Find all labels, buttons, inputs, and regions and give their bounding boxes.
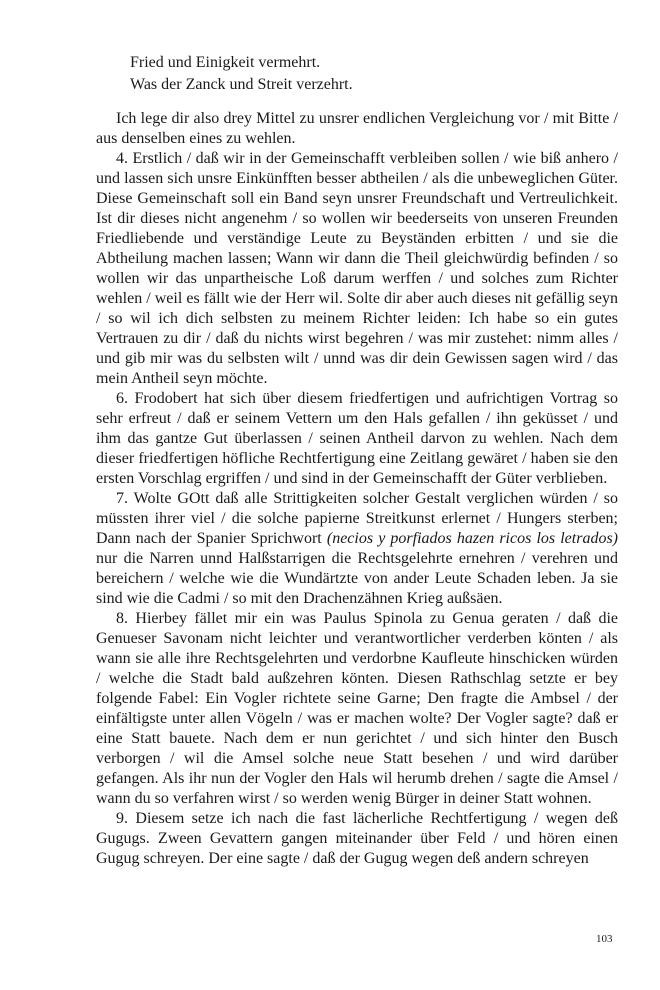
page-number: 103: [596, 933, 613, 945]
verse-line-2: Was der Zanck und Streit verzehrt.: [130, 76, 353, 93]
body-text: [96, 109, 618, 869]
paragraph-intro: Ich lege dir also drey Mittel zu unsrer endlichen Vergleichung vor / mit Bitte / aus denselben eines zu wehlen.: [96, 110, 618, 147]
verse-line-1: Fried und Einigkeit vermehrt.: [130, 54, 321, 71]
verse-block: [130, 52, 353, 96]
paragraph-7-before: 7. Wolte GOtt daß alle Strittigkeiten solcher Gestalt verglichen würden / so müssten ihrer viel / die solche papierne Streitkunst erlernet / Hungers sterben; Dann nach der Spanier Sprichwort: [96, 490, 618, 547]
paragraph-6: 6. Frodobert hat sich über diesem friedfertigen und aufrichtigen Vortrag so sehr erfreut / daß er seinem Vettern um den Hals gefallen / ihn geküsset / und ihm das gantze Gut überlassen / seinen Antheil darvon zu wehlen. Nach dem dieser friedfertigen höfliche Rechtfertigung eine Zeitlang gewäret / haben sie den ersten Vorschlag ergriffen / und sind in der Gemeinschafft der Güter verblieben.: [96, 390, 618, 487]
paragraph-4: 4. Erstlich / daß wir in der Gemeinschafft verbleiben sollen / wie biß anhero / und lassen sich unsre Einkünfften besser abtheilen / als die unbeweglichen Güter. Diese Gemeinschaft soll ein Band seyn unsrer Freundschaft und Vertreulichkeit. Ist dir dieses nicht angenehm / so wollen wir beederseits von unseren Freunden Friedliebende und verständige Leute zu Beyständen erbitten / und sie die Abtheilung machen lassen; Wann wir dann die Theil gleichwürdig befinden / so wollen wir das unpartheische Loß darum werffen / und solches zum Richter wehlen / weil es fällt wie der Herr wil. Solte dir aber auch dieses nit gefällig seyn / so wil ich dich selbsten zu meinem Richter leiden: Ich habe so ein gutes Vertrauen zu dir / daß du nichts wirst begehren / was mir zustehet: nimm alles / und gib mir was du selbsten wilt / unnd was dir dein Gewissen sagen wird / das mein Antheil seyn möchte.: [96, 150, 618, 387]
paragraph-8: 8. Hierbey fället mir ein was Paulus Spinola zu Genua geraten / daß die Genueser Savonam nicht leichter und verantwortlicher verderben könten / als wann sie alle ihre Rechtsgelehrten und verdorbne Kaufleute hinschicken würden / welche die Stadt bald außzehren könten. Diesen Rathschlag setzte er bey folgende Fabel: Ein Vogler richtete seine Garne; Den fragte die Ambsel / der einfältigste unter allen Vögeln / was er machen wolte? Der Vogler sagte? daß er eine Statt bauete. Nach dem er nun gerichtet / und sich hinter den Busch verborgen / wil die Amsel solche neue Statt besehen / und wird darüber gefangen. Als ihr nun der Vogler den Hals wil herumb drehen / sagte die Amsel / wann du so verfahren wirst / so werden wenig Bürger in deiner Statt wohnen.: [96, 610, 618, 807]
paragraph-7: [96, 489, 618, 609]
paragraph-9: 9. Diesem setze ich nach die fast lächerliche Rechtfertigung / wegen deß Gugugs. Zween Gevattern gangen miteinander über Feld / und hören einen Gugug schreyen. Der eine sagte / daß der Gugug wegen deß andern schreyen: [96, 810, 618, 867]
spanish-proverb: (necios y porfiados hazen ricos los letrados): [326, 530, 619, 547]
paragraph-7-after: nur die Narren unnd Halßstarrigen die Rechtsgelehrte ernehren / verehren und bereichern / welche wie die Wundärtzte von ander Leute Schaden leben. Ja sie sind wie die Cadmi / so mit den Drachenzähnen Krieg außsäen.: [96, 550, 618, 607]
